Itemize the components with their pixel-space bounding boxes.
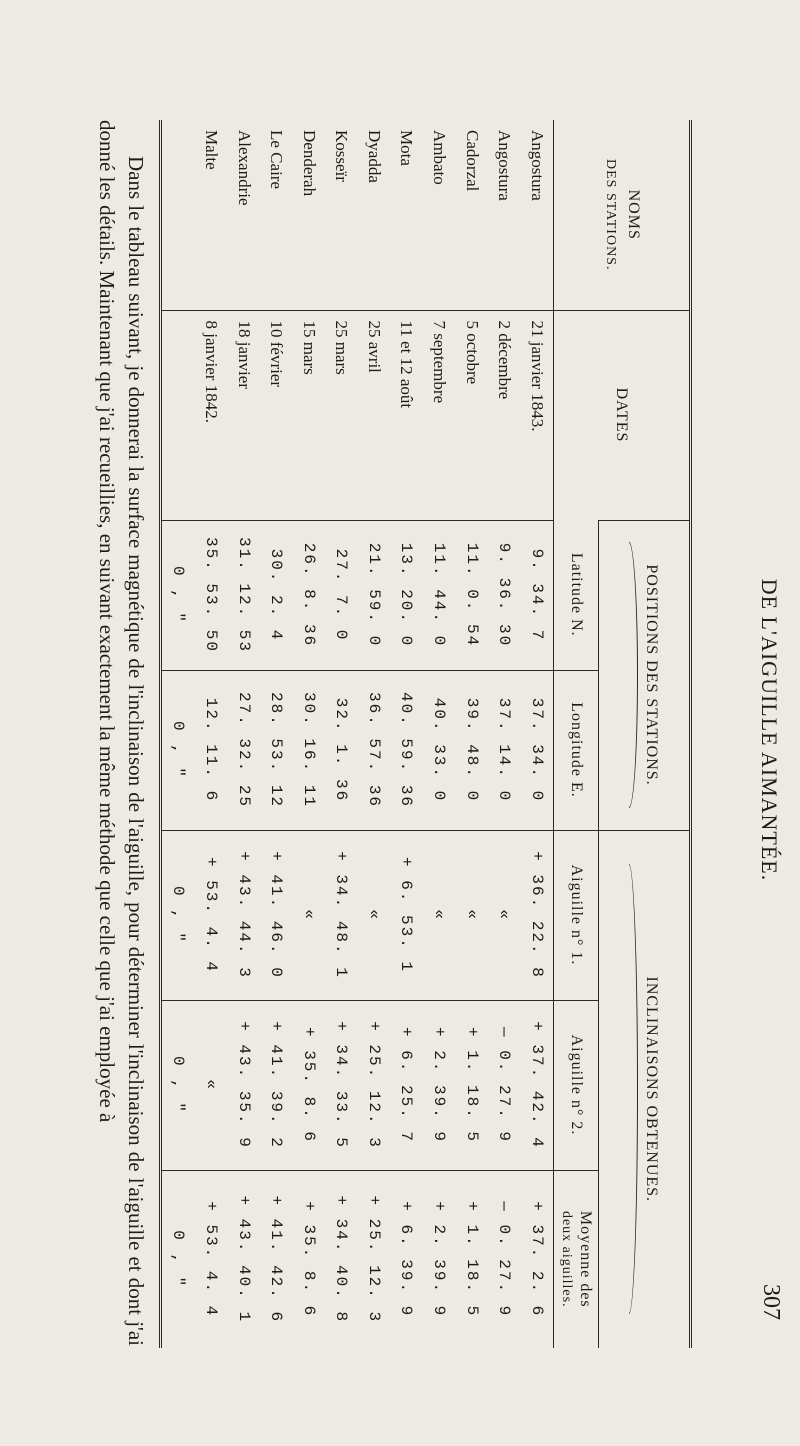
- station-date: 25 avril: [358, 310, 391, 520]
- station-name: Mota: [397, 130, 417, 166]
- station-name: Kosseïr: [332, 130, 352, 182]
- col-header-positions: POSITIONS DES STATIONS.: [599, 520, 690, 830]
- station-latitude: 11. 0. 54: [455, 520, 488, 670]
- station-longitude: 32. 1. 36: [325, 670, 358, 830]
- col-header-noms: NOMS DES STATIONS.: [554, 120, 690, 310]
- station-name: [162, 120, 195, 310]
- brace-positions: [630, 542, 639, 809]
- inclination-average: + 37. 2. 6: [520, 1170, 553, 1348]
- table-row: [292, 120, 325, 1348]
- station-date: 8 janvier 1842.: [195, 310, 228, 520]
- station-latitude: 11. 44. 0: [423, 520, 456, 670]
- inclination-aiguille-1: «: [455, 830, 488, 1000]
- col-header-aiguille-2: Aiguille n° 2.: [554, 1000, 599, 1170]
- station-name: Denderah: [299, 130, 319, 197]
- station-name: Dyadda: [364, 130, 384, 183]
- table-row: [358, 120, 391, 1348]
- body-text: [92, 120, 150, 1346]
- station-latitude: 31. 12. 53: [227, 520, 260, 670]
- inclination-average: + 41. 42. 6: [260, 1170, 293, 1348]
- station-latitude: 30. 2. 4: [260, 520, 293, 670]
- station-date: 11 et 12 août: [390, 310, 423, 520]
- inclination-aiguille-1: + 43. 44. 3: [227, 830, 260, 1000]
- station-name: Ambato: [429, 130, 449, 185]
- inclination-aiguille-1: + 41. 46. 0: [260, 830, 293, 1000]
- station-name: Alexandrie: [234, 130, 254, 206]
- station-name: Le Caire: [267, 130, 287, 189]
- station-longitude: 39. 48. 0: [455, 670, 488, 830]
- unit-label-average: 0 , ": [162, 1170, 195, 1348]
- station-longitude: 12. 11. 6: [195, 670, 228, 830]
- inclination-aiguille-1: + 53. 4. 4: [195, 830, 228, 1000]
- station-longitude: 30. 16. 11: [292, 670, 325, 830]
- inclination-aiguille-2: + 37. 42. 4: [520, 1000, 553, 1170]
- station-longitude: 37. 34. 0: [520, 670, 553, 830]
- inclination-aiguille-2: + 1. 18. 5: [455, 1000, 488, 1170]
- station-longitude: 40. 59. 36: [390, 670, 423, 830]
- station-date: 18 janvier: [227, 310, 260, 520]
- running-title: DE L'AIGUILLE AIMANTÉE.: [757, 578, 782, 882]
- inclination-aiguille-2: + 6. 25. 7: [390, 1000, 423, 1170]
- col-header-aiguille-1: Aiguille n° 1.: [554, 830, 599, 1000]
- inclination-aiguille-2: + 34. 33. 5: [325, 1000, 358, 1170]
- station-latitude: 35. 53. 50: [195, 520, 228, 670]
- inclination-aiguille-1: + 36. 22. 8: [520, 830, 553, 1000]
- table-row: [520, 120, 553, 1348]
- inclination-aiguille-2: — 0. 27. 9: [488, 1000, 521, 1170]
- inclination-aiguille-2: + 41. 39. 2: [260, 1000, 293, 1170]
- col-header-dates: DATES: [554, 310, 690, 520]
- inclination-average: + 43. 40. 1: [227, 1170, 260, 1348]
- inclination-average: + 6. 39. 9: [390, 1170, 423, 1348]
- station-latitude: 27. 7. 0: [325, 520, 358, 670]
- col-header-inclinaisons: INCLINAISONS OBTENUES.: [599, 830, 690, 1348]
- inclination-aiguille-1: «: [292, 830, 325, 1000]
- station-latitude: 9. 34. 7: [520, 520, 553, 670]
- station-date: 5 octobre: [455, 310, 488, 520]
- brace-inclinaisons: [630, 864, 639, 1314]
- unit-label-latitude: 0 , ": [162, 520, 195, 670]
- table-row: [195, 120, 228, 1348]
- station-name: Malte: [201, 130, 221, 170]
- col-header-latitude: Latitude N.: [554, 520, 599, 670]
- table-row: [455, 120, 488, 1348]
- station-longitude: 37. 14. 0: [488, 670, 521, 830]
- unit-label-longitude: 0 , ": [162, 670, 195, 830]
- inclination-aiguille-2: + 25. 12. 3: [358, 1000, 391, 1170]
- station-name: Angostura: [527, 130, 547, 201]
- inclination-aiguille-1: «: [423, 830, 456, 1000]
- station-longitude: 28. 53. 12: [260, 670, 293, 830]
- inclination-average: — 0. 27. 9: [488, 1170, 521, 1348]
- inclination-average: + 25. 12. 3: [358, 1170, 391, 1348]
- table-row: [260, 120, 293, 1348]
- col-header-moyenne: Moyenne des deux aiguilles.: [554, 1170, 599, 1348]
- body-paragraph: Dans le tableau suivant, je donnerai la surface magnétique de l'inclinaison de l'aiguille, pour déterminer l'inclinaison de l'aiguille et dont j'ai donné les détails. Maintenant que j'ai recueillies, en suivant exactement la même méthode que celle que j'ai employée à: [95, 120, 148, 1346]
- table-row: [227, 120, 260, 1348]
- inclination-average: + 35. 8. 6: [292, 1170, 325, 1348]
- page-header: [730, 110, 790, 1350]
- table-row-units: [162, 120, 195, 1348]
- inclination-aiguille-2: + 43. 35. 9: [227, 1000, 260, 1170]
- inclination-average: + 1. 18. 5: [455, 1170, 488, 1348]
- station-date: 21 janvier 1843.: [520, 310, 553, 520]
- inclination-average: + 53. 4. 4: [195, 1170, 228, 1348]
- unit-label-aiguille-2: 0 , ": [162, 1000, 195, 1170]
- station-latitude: 13. 20. 0: [390, 520, 423, 670]
- inclination-aiguille-2: «: [195, 1000, 228, 1170]
- station-name: Cadorzal: [462, 130, 482, 192]
- inclination-average: + 2. 39. 9: [423, 1170, 456, 1348]
- table-row: [390, 120, 423, 1348]
- station-name: Angostura: [495, 130, 515, 201]
- station-latitude: 9. 36. 30: [488, 520, 521, 670]
- station-latitude: 21. 59. 0: [358, 520, 391, 670]
- unit-label-aiguille-1: 0 , ": [162, 830, 195, 1000]
- station-date: 7 septembre: [423, 310, 456, 520]
- table-row: [423, 120, 456, 1348]
- table-row: [488, 120, 521, 1348]
- station-longitude: 40. 33. 0: [423, 670, 456, 830]
- col-header-longitude: Longitude E.: [554, 670, 599, 830]
- inclination-average: + 34. 40. 8: [325, 1170, 358, 1348]
- station-longitude: 27. 32. 25: [227, 670, 260, 830]
- inclination-aiguille-2: + 35. 8. 6: [292, 1000, 325, 1170]
- station-date: 10 février: [260, 310, 293, 520]
- inclination-aiguille-1: «: [358, 830, 391, 1000]
- inclination-aiguille-1: + 34. 48. 1: [325, 830, 358, 1000]
- station-date: [162, 310, 195, 520]
- station-latitude: 26. 8. 36: [292, 520, 325, 670]
- table-row: [325, 120, 358, 1348]
- inclination-aiguille-1: + 6. 53. 1: [390, 830, 423, 1000]
- station-date: 2 décembre: [488, 310, 521, 520]
- page-number: 307: [758, 1284, 784, 1320]
- inclination-aiguille-1: «: [488, 830, 521, 1000]
- inclination-table: [159, 120, 692, 1348]
- station-longitude: 36. 57. 36: [358, 670, 391, 830]
- station-date: 25 mars: [325, 310, 358, 520]
- station-date: 15 mars: [292, 310, 325, 520]
- inclination-aiguille-2: + 2. 39. 9: [423, 1000, 456, 1170]
